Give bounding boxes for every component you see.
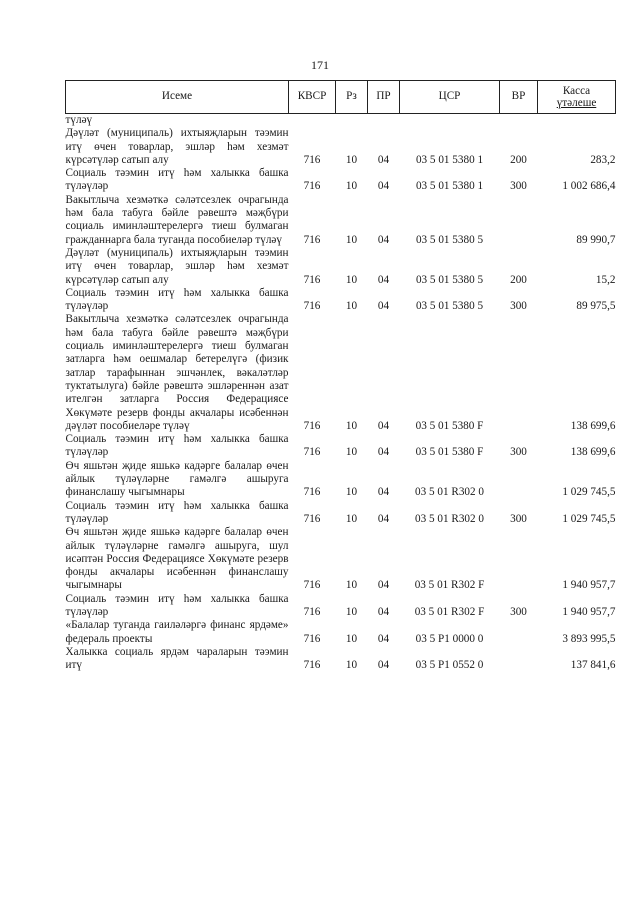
header-kassa [538, 81, 616, 114]
table-row [66, 127, 616, 167]
row-csr: 03 5 01 5380 F [415, 419, 484, 432]
row-name: Социаль тәэмин итү һәм халыкка башка түләүләр [65, 286, 289, 313]
row-rz: 10 [345, 273, 358, 286]
row-vr [500, 619, 538, 646]
table-header-row [66, 81, 616, 114]
row-pr: 04 [377, 579, 390, 592]
row-name: Вакытлыча хезмәткә сәләтсезлек очрагында һәм бала табуга бәйле рәвештә мәҗбүри социаль иминләштерелергә тиеш булмаган затларга һәм оешмалар бетерелүгә (физик затлар тарафыннан эшчәнлек, вәкаләтләр туктатылуга) бәйле рәвештә эшләреннән азат ителгән затларга Россия Федерациясе Хөкүмәте резерв фонды акчалары исәбеннән дәүләт пособиеләре түләү [65, 313, 289, 432]
row-csr [400, 114, 500, 128]
row-amount: 89 990,7 [576, 233, 616, 246]
row-pr: 04 [377, 659, 390, 672]
row-name: Дәүләт (муниципаль) ихтыяҗларын тәэмин итү өчен товарлар, эшләр һәм хезмәт күрсәтүләр сатып алу [65, 127, 289, 166]
row-pr: 04 [377, 300, 390, 313]
budget-table [65, 80, 616, 672]
table-row [66, 500, 616, 527]
row-kvsr: 716 [303, 446, 321, 459]
row-vr: 300 [510, 446, 527, 459]
row-kvsr: 716 [303, 300, 321, 313]
table-row [66, 247, 616, 287]
row-kvsr: 716 [303, 153, 321, 166]
row-pr [368, 114, 400, 128]
header-name: Исеме [66, 81, 289, 114]
row-name: Социаль тәэмин итү һәм халыкка башка түләүләр [65, 167, 289, 193]
row-vr: 300 [510, 180, 527, 193]
row-vr: 200 [510, 273, 527, 286]
row-vr [500, 526, 538, 592]
row-amount: 1 002 686,4 [562, 180, 616, 193]
row-pr: 04 [377, 273, 390, 286]
row-rz: 10 [345, 180, 358, 193]
row-vr: 300 [510, 512, 527, 525]
row-csr: 03 5 01 5380 F [415, 446, 484, 459]
row-vr [500, 646, 538, 673]
row-kvsr [289, 114, 336, 128]
row-rz: 10 [345, 632, 358, 645]
row-vr: 300 [510, 300, 527, 313]
row-amount: 1 029 745,5 [562, 486, 616, 499]
row-name: Социаль тәэмин итү һәм халыкка башка түләүләр [65, 499, 289, 525]
row-amount: 3 893 995,5 [562, 632, 616, 645]
row-rz: 10 [345, 446, 358, 459]
row-amount: 138 699,6 [570, 419, 616, 432]
row-kvsr: 716 [303, 180, 321, 193]
row-pr: 04 [377, 632, 390, 645]
row-name: Вакытлыча хезмәткә сәләтсезлек очрагында һәм бала табуга бәйле рәвештә мәҗбүри социаль иминләштерелергә тиеш булмаган гражданнарга бала туганда пособиеләр түләү [65, 193, 289, 246]
row-rz: 10 [345, 512, 358, 525]
row-kvsr: 716 [303, 659, 321, 672]
row-csr: 03 5 01 5380 5 [415, 300, 484, 313]
row-kvsr: 716 [303, 233, 321, 246]
table-row [66, 526, 616, 592]
row-csr: 03 5 01 R302 0 [415, 486, 484, 499]
row-amount: 89 975,5 [576, 300, 616, 313]
table-row [66, 619, 616, 646]
row-vr [500, 194, 538, 247]
row-amount [538, 114, 616, 128]
row-amount: 283,2 [590, 153, 616, 166]
row-name: Халыкка социаль ярдәм чараларын тәэмин итү [65, 645, 289, 672]
table-row [66, 114, 616, 128]
row-csr: 03 5 01 5380 1 [415, 153, 484, 166]
row-vr [500, 460, 538, 500]
row-csr: 03 5 01 5380 5 [415, 273, 484, 286]
table-row [66, 194, 616, 247]
row-pr: 04 [377, 446, 390, 459]
row-kvsr: 716 [303, 419, 321, 432]
row-rz: 10 [345, 300, 358, 313]
row-name: Өч яшьтән җиде яшькә кадәрге балалар өчен айлык түләүләрне гамәлгә ашыруга финанслашу чыгымнары [65, 459, 289, 499]
row-amount: 138 699,6 [570, 446, 616, 459]
row-kvsr: 716 [303, 486, 321, 499]
header-kassa-line1: Касса [562, 85, 591, 97]
row-amount: 1 940 957,7 [562, 579, 616, 592]
row-rz: 10 [345, 486, 358, 499]
row-amount: 137 841,6 [570, 659, 616, 672]
row-pr: 04 [377, 486, 390, 499]
row-pr: 04 [377, 180, 390, 193]
row-pr: 04 [377, 512, 390, 525]
table-row [66, 167, 616, 194]
row-csr: 03 5 01 R302 0 [415, 512, 484, 525]
row-amount: 1 029 745,5 [562, 512, 616, 525]
header-rz: Рз [336, 81, 368, 114]
row-vr [500, 313, 538, 433]
row-kvsr: 716 [303, 605, 321, 618]
row-vr: 200 [510, 153, 527, 166]
header-kassa-line2: үтәлеше [556, 97, 597, 109]
row-csr: 03 5 01 5380 1 [415, 180, 484, 193]
row-rz: 10 [345, 153, 358, 166]
header-kvsr: КВСР [289, 81, 336, 114]
row-kvsr: 716 [303, 512, 321, 525]
table-row [66, 593, 616, 620]
row-vr [500, 114, 538, 128]
row-csr: 03 5 P1 0552 0 [415, 659, 484, 672]
row-amount: 15,2 [595, 273, 616, 286]
table-body [66, 114, 616, 673]
row-kvsr: 716 [303, 579, 321, 592]
row-rz [336, 114, 368, 128]
row-csr: 03 5 P1 0000 0 [415, 632, 484, 645]
row-csr: 03 5 01 R302 F [414, 579, 485, 592]
row-name: Өч яшьтән җиде яшькә кадәрге балалар өчен айлык түләүләрне гамәлгә ашыруга, шул исәптән Россия Федерациясе Хөкүмәте резерв фонды акчалары исәбеннән финанслашу чыгымнары [65, 526, 289, 592]
row-csr: 03 5 01 5380 5 [415, 233, 484, 246]
row-name: түләү [65, 114, 93, 126]
row-rz: 10 [345, 605, 358, 618]
table-row [66, 460, 616, 500]
row-pr: 04 [377, 419, 390, 432]
row-name: Социаль тәэмин итү һәм халыкка башка түләүләр [65, 433, 289, 459]
row-name: «Балалар туганда гаиләләргә финанс ярдәме» федераль проекты [65, 619, 289, 645]
row-csr: 03 5 01 R302 F [414, 605, 485, 618]
row-amount: 1 940 957,7 [562, 605, 616, 618]
row-rz: 10 [345, 579, 358, 592]
row-pr: 04 [377, 605, 390, 618]
row-kvsr: 716 [303, 632, 321, 645]
header-vr: ВР [500, 81, 538, 114]
header-csr: ЦСР [400, 81, 500, 114]
table-row [66, 646, 616, 673]
row-rz: 10 [345, 659, 358, 672]
table-row [66, 287, 616, 314]
row-rz: 10 [345, 233, 358, 246]
row-name: Дәүләт (муниципаль) ихтыяҗларын тәэмин итү өчен товарлар, эшләр һәм хезмәт күрсәтүләр сатып алу [65, 246, 289, 286]
row-pr: 04 [377, 233, 390, 246]
row-pr: 04 [377, 153, 390, 166]
header-pr: ПР [368, 81, 400, 114]
row-name: Социаль тәэмин итү һәм халыкка башка түләүләр [65, 592, 289, 618]
row-rz: 10 [345, 419, 358, 432]
row-vr: 300 [510, 605, 527, 618]
table-row [66, 313, 616, 433]
row-kvsr: 716 [303, 273, 321, 286]
table-row [66, 433, 616, 460]
page-number: 171 [311, 58, 329, 72]
